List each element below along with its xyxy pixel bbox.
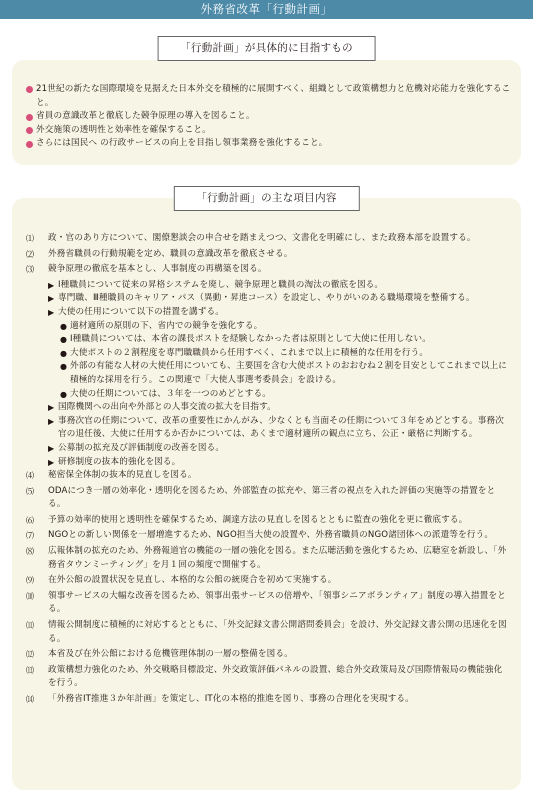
item-text: 外務省職員の行動規範を定め、職員の意識改革を徹底させる。 [48, 248, 293, 259]
triangle-bullet-icon: ▶ [48, 294, 55, 304]
item-row [26, 514, 511, 528]
sub-sub-item-text: 大使ポストの２割程度を専門職職員から任用すべく、これまで以上に積極的な任用を行う。 [70, 347, 429, 358]
item-text: 領事サービスの大幅な改善を図るため、領事出張サービスの倍増や、「領事シニアボランティア」制度の導入措置をとる。 [48, 590, 506, 615]
item-row [26, 574, 511, 588]
sub-item-row [26, 292, 511, 306]
items-list [26, 232, 511, 709]
sub-sub-item-row [26, 388, 511, 402]
sub-item-row [26, 279, 511, 293]
item-text: 秘密保全体制の抜本的見直しを図る。 [48, 470, 197, 481]
item-number: ⑹ [26, 515, 35, 525]
goal-item: さらには国民へ の行政サービスの向上を目指し領事業務を強化すること。 [26, 137, 511, 151]
sub-item-text: Ⅰ種職員について従来の昇格システムを廃し、競争原理と職員の淘汰の徹底を図る。 [58, 279, 384, 290]
sub-item-text: 研修制度の抜本的強化を図る。 [58, 456, 181, 467]
item-row [26, 619, 511, 646]
bullet-dot-icon [26, 114, 33, 121]
item-row [26, 545, 511, 572]
triangle-bullet-icon: ▶ [48, 443, 55, 453]
item-number: ⑻ [26, 547, 35, 557]
item-number: ⒁ [26, 695, 35, 704]
sub-sub-item-text: 外部の有能な人材の大使任用についても、主要国を含む大使ポストのおおむね２割を目安としてこれまで以上に積極的な採用を行う。この関連で「大使人事選考委員会」を設ける。 [70, 361, 508, 385]
item-text: 政・官のあり方について、閣僚懇談会の申合せを踏まえつつ、文書化を明確にし、また政務本部を設置する。 [48, 233, 476, 243]
item-number: ⑺ [26, 531, 35, 541]
item-number: ⑿ [26, 650, 35, 660]
round-bullet-icon: ● [60, 321, 68, 331]
bullet-dot-icon [26, 127, 33, 134]
item-text: 政策構想力強化のため、外交戦略目標設定、外交政策評価パネルの設置、総合外交政策局及び国際情報局の機能強化を行う。 [48, 664, 503, 689]
triangle-bullet-icon: ▶ [48, 403, 55, 413]
item-number: ⑾ [26, 621, 35, 631]
item-text: 予算の効率的使用と透明性を確保するため、調達方法の見直しを図るとともに監査の強化を更に徹底する。 [48, 514, 468, 525]
item-number: ⑵ [26, 249, 35, 259]
sub-sub-item-text: Ⅰ種職員については、本省の課長ポストを経験しなかった者は原則として大使に任用しない。 [70, 334, 432, 345]
item-number: ⑴ [26, 234, 35, 243]
sub-sub-item-row [26, 333, 511, 347]
sub-item-text: 公募制の拡充及び評価制度の改善を図る。 [58, 442, 225, 453]
sub-item-row [26, 456, 511, 470]
bullet-dot-icon [26, 86, 33, 93]
sub-item-text: 事務次官の任期について、改革の重要性にかんがみ、少なくとも当面その任期について３年をめどとする。事務次官の退任後、大使に任用するか否かについては、あくまで適材適所の観点に立ち、公正・厳格に判断する。 [58, 415, 504, 440]
sub-item-row [26, 401, 511, 415]
items-panel-title: 「行動計画」の主な項目内容 [173, 186, 359, 211]
goal-item: 省員の意識改革と徹底した競争原理の導入を図ること。 [26, 110, 511, 124]
triangle-bullet-icon: ▶ [48, 280, 55, 290]
item-text: 広報体制の拡充のため、外務報道官の機能の一層の強化を図る。また広聴活動を強化するため、広聴室を新設し、「外務省タウンミーティング」を月１回の頻度で開催する。 [48, 546, 507, 570]
goals-panel-title: 「行動計画」が具体的に目指すもの [157, 36, 376, 61]
item-number: ⑽ [26, 591, 35, 601]
sub-sub-item-text: 適材適所の原則の下、省内での競争を強化する。 [70, 320, 263, 331]
item-row [26, 664, 511, 691]
item-row [26, 469, 511, 483]
item-text: 情報公開制度に積極的に対応するとともに、「外交記録文書公開諮問委員会」を設け、外交記録文書公開の迅速化を図る。 [48, 620, 507, 644]
sub-item-row [26, 442, 511, 456]
item-row [26, 232, 511, 246]
page-header: 外務省改革「行動計画」 [0, 0, 533, 19]
sub-item-text: 専門職、Ⅲ種職員のキャリア・パス（異動・昇進コース）を設定し、やりがいのある職場環境を整備する。 [58, 293, 475, 304]
item-number: ⑷ [26, 471, 35, 481]
round-bullet-icon: ● [60, 389, 68, 399]
sub-sub-item-row [26, 360, 511, 387]
item-row [26, 248, 511, 262]
round-bullet-icon: ● [60, 348, 68, 358]
item-number: ⑼ [26, 576, 35, 586]
item-number: ⒀ [26, 665, 35, 675]
sub-item-row [26, 415, 511, 442]
goals-list [26, 83, 511, 151]
bullet-dot-icon [26, 141, 33, 148]
triangle-bullet-icon: ▶ [48, 307, 55, 317]
item-text: NGOとの新しい関係を一層増進するため、NGO担当大使の設置や、外務省職員のNGO諸団体への派遣等を行う。 [48, 530, 494, 541]
item-number: ⑶ [26, 265, 35, 275]
triangle-bullet-icon: ▶ [48, 416, 55, 426]
sub-item-text: 国際機関への出向や外部との人事交流の拡大を目指す。 [58, 402, 276, 413]
triangle-bullet-icon: ▶ [48, 457, 55, 467]
item-text: 「外務省IT推進３か年計画」を策定し、IT化の本格的推進を図り、事務の合理化を実現する。 [48, 694, 414, 704]
item-number: ⑸ [26, 486, 35, 496]
sub-item-row [26, 306, 511, 320]
goal-item: 21世紀の新たな国際環境を見据えた日本外交を積極的に展開すべく、組織として政策構想力と危機対応能力を強化すること。 [26, 83, 511, 110]
sub-sub-item-text: 大使の任期については、３年を一つのめどとする。 [70, 388, 271, 399]
item-row [26, 590, 511, 617]
spacer [26, 707, 511, 709]
item-text: 在外公館の設置状況を見直し、本格的な公館の統廃合を初めて実施する。 [48, 575, 337, 586]
item-text: 競争原理の徹底を基本とし、人事制度の再構築を図る。 [48, 264, 267, 275]
item-row [26, 263, 511, 277]
item-text: 本省及び在外公館における危機管理体制の一層の整備を図る。 [48, 649, 293, 660]
sub-sub-item-row [26, 347, 511, 361]
item-row [26, 485, 511, 512]
item-text: ODAにつき一層の効率化・透明化を図るため、外部監査の拡充や、第三者の視点を入れた評価の実施等の措置をとる。 [48, 485, 496, 510]
round-bullet-icon: ● [60, 335, 68, 345]
item-row [26, 529, 511, 543]
item-row [26, 693, 511, 707]
sub-item-text: 大使の任用について以下の措置を講ずる。 [58, 306, 224, 317]
round-bullet-icon: ● [60, 362, 68, 372]
sub-sub-item-row [26, 320, 511, 334]
goal-item: 外交施策の透明性と効率性を確保すること。 [26, 124, 511, 138]
item-row [26, 648, 511, 662]
